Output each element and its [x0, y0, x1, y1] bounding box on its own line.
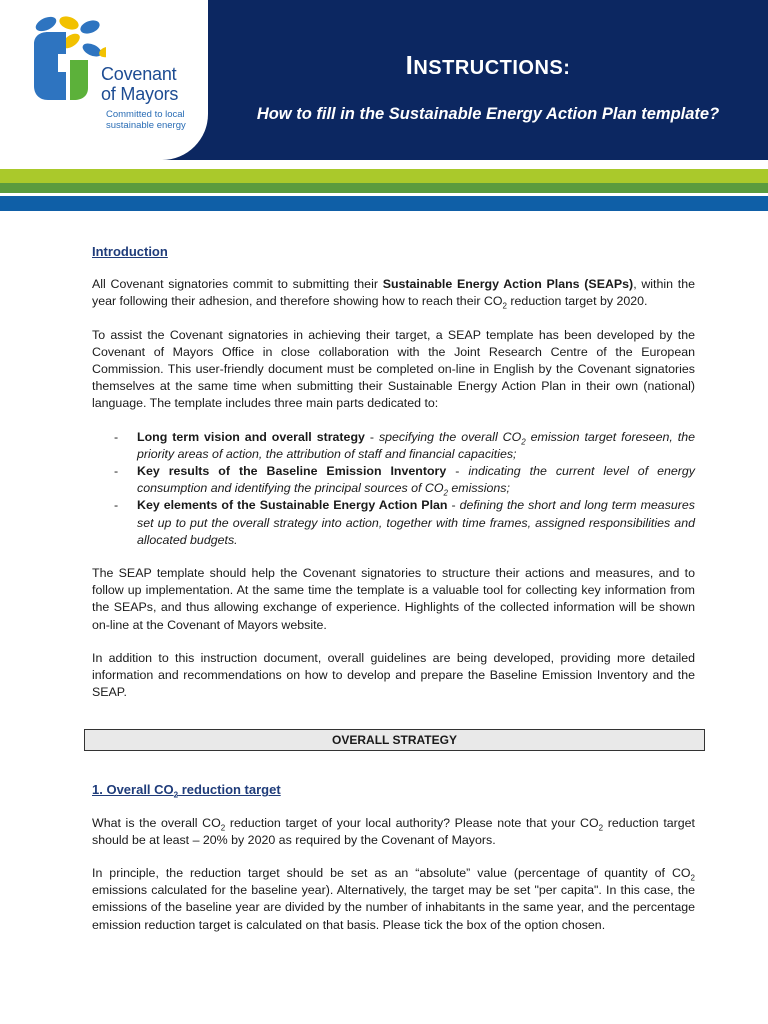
list-item-sep: -: [446, 464, 469, 479]
list-item-desc-sub: 2: [443, 488, 448, 498]
intro-paragraph-2: To assist the Covenant signatories in achieving their target, a SEAP template has been developed by the Covenant of Mayors Office in close collaboration with the Joint Research Centre of the European Commission. This user-friendly document must be completed on-line in English by the Covenant signatories themselves at the same time when submitting their Sustainable Energy Action Plan in their own (national) language. The template includes three main parts dedicated to:: [92, 327, 695, 411]
list-item-sep: -: [364, 429, 379, 444]
section1-paragraph-2: [92, 865, 695, 934]
list-item-sep: -: [447, 498, 460, 513]
list-item-desc-a: specifying the overall CO: [378, 429, 522, 444]
stripe-lime: [0, 169, 768, 183]
intro-p1-bold: Sustainable Energy Action Plans (SEAPs): [382, 277, 634, 292]
list-item: [137, 429, 695, 463]
list-item-desc-b: emission target foreseen, the priority areas of action, the attribution of staff and financial capacities;: [137, 429, 695, 461]
overall-strategy-banner: OVERALL STRATEGY: [84, 729, 705, 751]
section1-p2-a: In principle, the reduction target should be set as an “absolute” value (percentage of quantity of CO: [92, 866, 691, 881]
section1-p2-sub: 2: [690, 873, 695, 883]
page-title: [208, 50, 768, 81]
logo-name-line1: Covenant: [101, 64, 177, 84]
section1-p2-b: emissions calculated for the baseline year). Alternatively, the target may be set "per capita". In this case, the emissions of the baseline year are divided by the number of inhabitants in the same year, and the percentage emission reduction target is calculated on that basis. Please tick the box of the option chosen.: [92, 883, 695, 932]
stripe-green: [0, 183, 768, 193]
template-parts-list: [92, 429, 695, 549]
list-item-title: Long term vision and overall strategy: [137, 429, 365, 444]
section1-p1-sub2: 2: [598, 823, 604, 833]
stripe-blue: [0, 196, 768, 211]
intro-paragraph-4: In addition to this instruction document, overall guidelines are being developed, providing more detailed information and recommendations on how to develop and prepare the Baseline Emission Inventory and the SEAP.: [92, 650, 695, 700]
list-item: [137, 497, 695, 549]
stripe-divider-white: [0, 160, 768, 169]
list-item-desc-sub: 2: [521, 437, 526, 447]
logo-tagline-line2: sustainable energy: [106, 120, 186, 131]
section1-heading-b: reduction target: [178, 782, 281, 798]
section1-p1-b: reduction target of your local authority? Please note that your CO: [225, 815, 599, 830]
section1-p1-sub1: 2: [220, 823, 226, 833]
section1-p1-c: reduction target should be at least – 20% by 2020 as required by the Covenant of Mayors.: [92, 815, 696, 847]
intro-p1-text-a: All Covenant signatories commit to submitting their: [92, 277, 383, 292]
section1-heading-sub: 2: [173, 791, 179, 801]
logo-tagline-line1: Committed to local: [106, 109, 185, 120]
intro-p1-sub: 2: [502, 301, 507, 311]
list-item-desc-a: indicating the current level of energy consumption and identifying the principal sources of CO: [137, 464, 695, 496]
intro-p1-text-b: , within the year following their adhesion, and therefore showing how to reach their CO: [92, 277, 695, 309]
list-item: [137, 463, 695, 497]
covenant-logo-icon: [26, 10, 106, 110]
title-initial: I: [405, 50, 414, 80]
logo-name-line2: of Mayors: [101, 84, 179, 104]
page-subtitle: How to fill in the Sustainable Energy Action Plan template?: [256, 105, 720, 123]
section1-paragraph-1: [92, 815, 695, 849]
section1-heading: [92, 781, 695, 801]
list-item-desc-b: emissions;: [447, 481, 510, 496]
intro-p1-text-c: reduction target by 2020.: [506, 294, 648, 309]
list-item-title: Key elements of the Sustainable Energy Action Plan: [137, 498, 448, 513]
section1-heading-a: 1. Overall CO: [92, 782, 174, 798]
section1-p1-a: What is the overall CO: [92, 815, 221, 830]
intro-paragraph-3: The SEAP template should help the Covenant signatories to structure their actions and measures, and to follow up implementation. At the same time the template is a valuable tool for collecting key information from the SEAPs, and thus allowing exchange of experience. Highlights of the collected information will be shown on-line at the Covenant of Mayors website.: [92, 566, 695, 632]
list-item-title: Key results of the Baseline Emission Inventory: [137, 464, 447, 479]
logo-box: [0, 0, 208, 160]
list-item-desc-a: defining the short and long term measures set up to put the overall strategy into action, together with time frames, assigned responsibilities and allocated budgets.: [137, 498, 695, 547]
intro-paragraph-1: [92, 276, 695, 310]
title-rest: NSTRUCTIONS:: [413, 57, 571, 79]
document-body: [92, 243, 695, 950]
introduction-heading: Introduction: [92, 244, 168, 259]
